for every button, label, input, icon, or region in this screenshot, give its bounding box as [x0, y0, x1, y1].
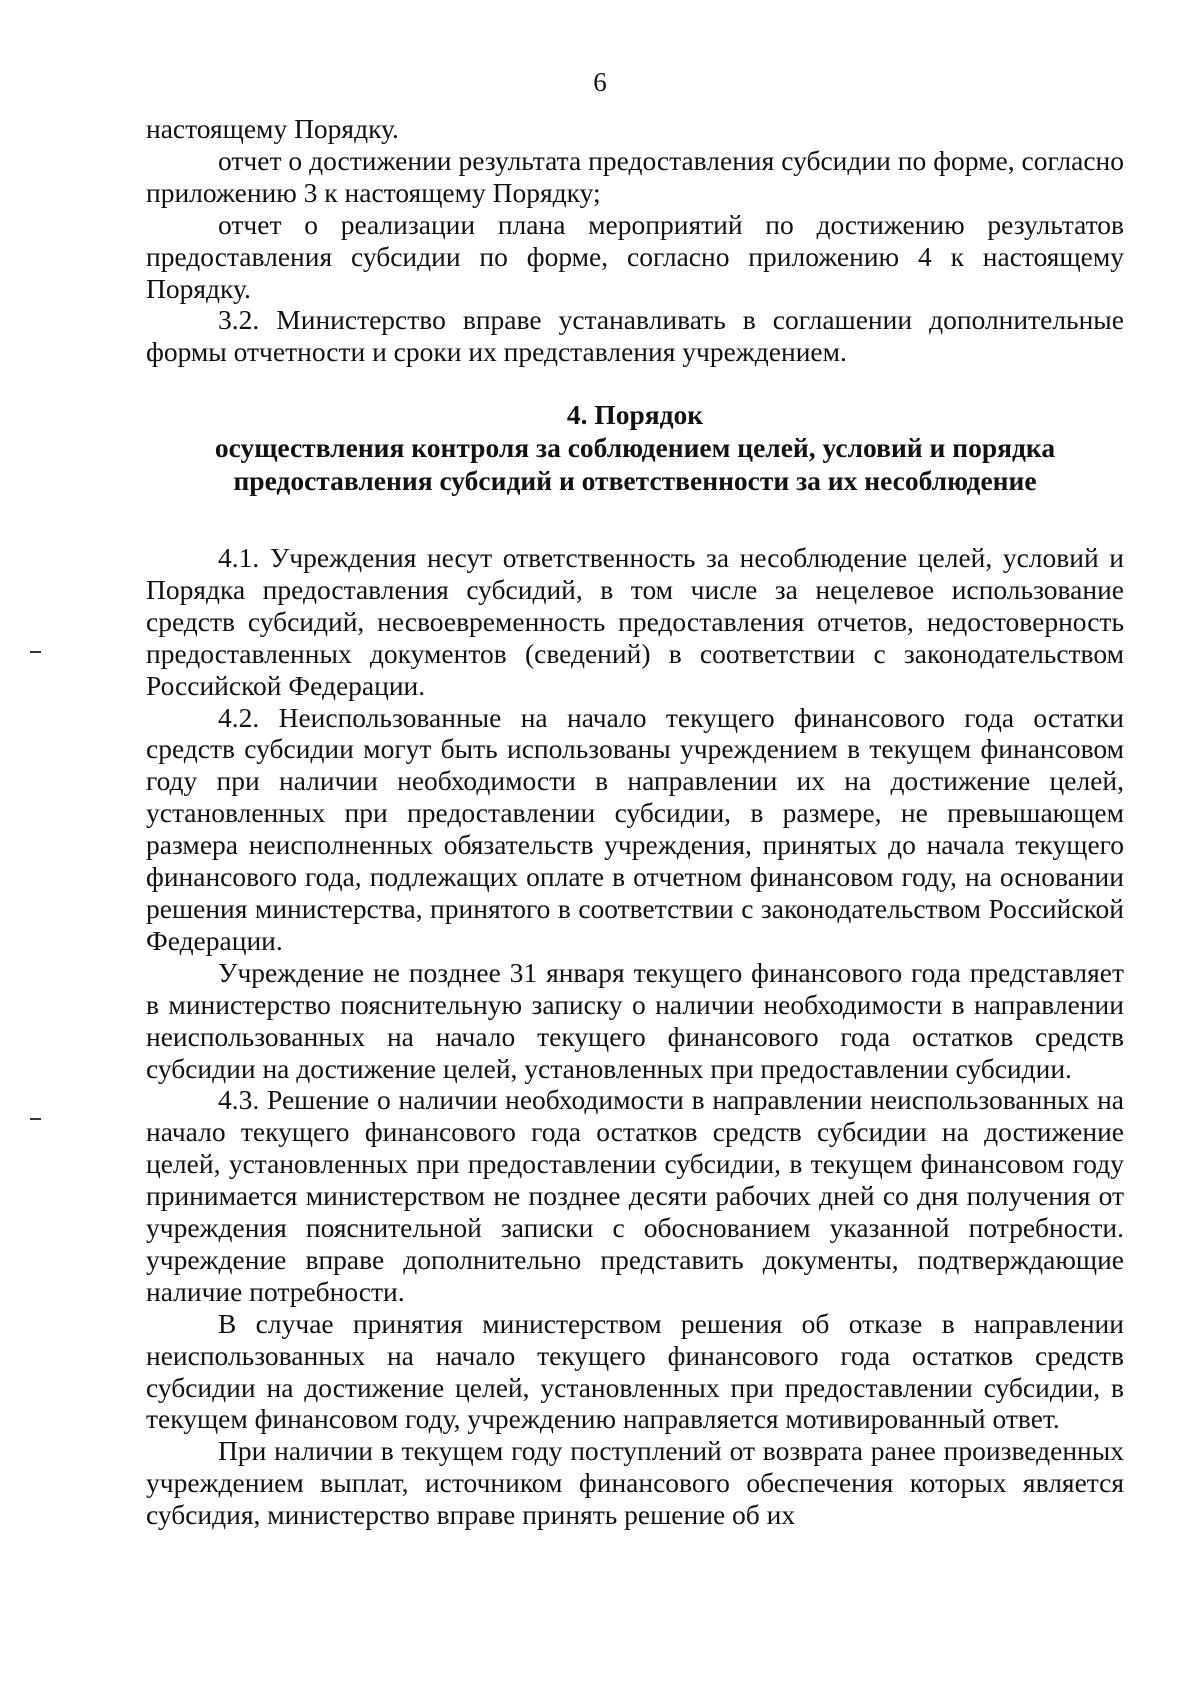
paragraph-refunds: При наличии в текущем году поступлений от возврата ранее произведенных учреждением выплат, источником финансового обеспечения которых является субсидия, министерство вправе принять решение об их	[146, 1435, 1124, 1531]
section-text-block	[146, 542, 1124, 1531]
paragraph-4-3: 4.3. Решение о наличии необходимости в направлении неиспользованных на начало текущего финансового года остатков средств субсидии на достижение целей, установленных при предоставлении субсидии, в текущем финансовом году принимается министерством не позднее десяти рабочих дней со дня получения от учреждения пояснительной записки с обоснованием указанной потребности. учреждение вправе дополнительно представить документы, подтверждающие наличие потребности.	[146, 1084, 1124, 1307]
paragraph-report-plan: отчет о реализации плана мероприятий по достижению результатов предоставления субсидии по форме, согласно приложению 4 к настоящему Порядку.	[146, 208, 1124, 304]
paragraph-continuation: настоящему Порядку.	[146, 113, 399, 144]
page-number: 6	[593, 67, 607, 97]
intro-text-block	[146, 113, 1124, 368]
paragraph-refusal: В случае принятия министерством решения об отказе в направлении неиспользованных на начало текущего финансового года остатков средств субсидии на достижение целей, установленных при предоставлении субсидии, в текущем финансовом году, учреждению направляется мотивированный ответ.	[146, 1307, 1124, 1435]
paragraph-deadline: Учреждение не позднее 31 января текущего финансового года представляет в министерство пояснительную записку о наличии необходимости в направлении неиспользованных на начало текущего финансового года остатков средств субсидии на достижение целей, установленных при предоставлении субсидии.	[146, 956, 1124, 1084]
margin-dash-mark	[30, 651, 41, 653]
section-heading	[146, 398, 1124, 497]
section-heading-line-2: осуществления контроля за соблюдением целей, условий и порядка	[214, 432, 1056, 463]
paragraph-3-2: 3.2. Министерство вправе устанавливать в соглашении дополнительные формы отчетности и сроки их представления учреждением.	[146, 304, 1124, 368]
paragraph-4-1: 4.1. Учреждения несут ответственность за несоблюдение целей, условий и Порядка предоставления субсидий, в том числе за нецелевое использование средств субсидий, несвоевременность предоставления отчетов, недостоверность предоставленных документов (сведений) в соответствии с законодательством Российской Федерации.	[146, 542, 1124, 701]
section-heading-title: 4. Порядок	[566, 399, 704, 430]
paragraph-4-2: 4.2. Неиспользованные на начало текущего финансового года остатки средств субсидии могут быть использованы учреждением в текущем финансовом году при наличии необходимости в направлении их на достижение целей, установленных при предоставлении субсидии, в размере, не превышающем размера неисполненных обязательств учреждения, принятых до начала текущего финансового года, подлежащих оплате в отчетном финансовом году, на основании решения министерства, принятого в соответствии с законодательством Российской Федерации.	[146, 701, 1124, 956]
section-heading-line-3: предоставления субсидий и ответственности за их несоблюдение	[233, 465, 1037, 496]
paragraph-report-result: отчет о достижении результата предоставления субсидии по форме, согласно приложению 3 к настоящему Порядку;	[146, 144, 1124, 208]
margin-dash-mark	[30, 1118, 41, 1120]
